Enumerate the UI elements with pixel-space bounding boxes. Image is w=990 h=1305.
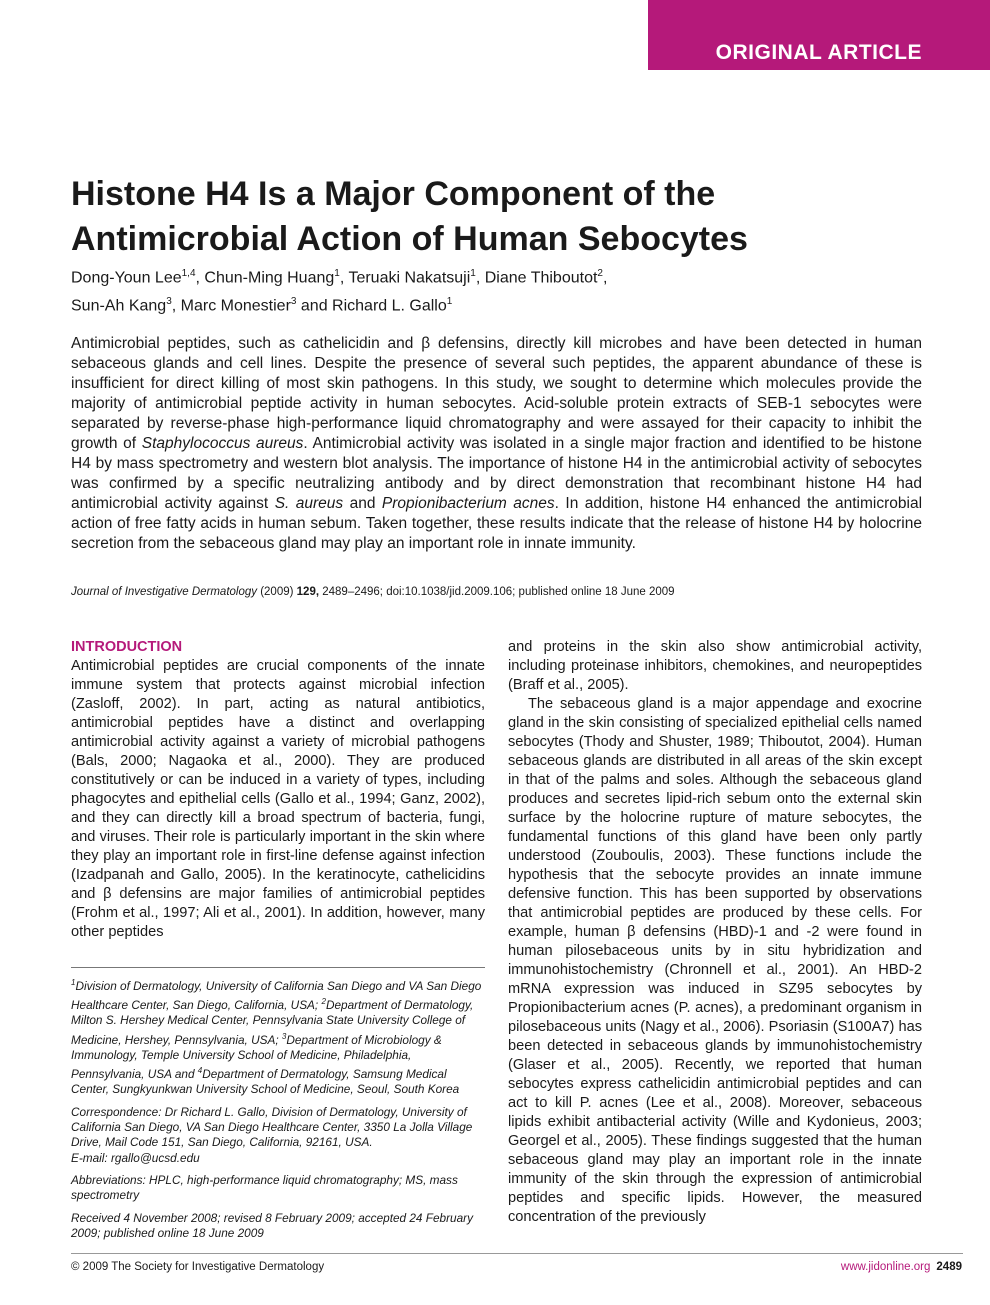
- author-separator: ,: [602, 269, 608, 287]
- author-name: , Marc Monestier: [171, 297, 291, 315]
- article-type-label: ORIGINAL ARTICLE: [715, 41, 922, 64]
- article-type-banner: [648, 0, 990, 70]
- journal-citation: Journal of Investigative Dermatology (2009) 129, 2489–2496; doi:10.1038/jid.2009.106; published online 18 June 2009: [71, 586, 675, 598]
- affiliation-marker: 1: [470, 268, 476, 279]
- correspondence-footnote: Correspondence: Dr Richard L. Gallo, Division of Dermatology, University of California San Diego, VA San Diego Healthcare Center, 3350 La Jolla Village Drive, Mail Code 151, San Diego, California, 92161, USA. E-mail: rgallo@ucsd.edu: [71, 1104, 473, 1165]
- right-column: [508, 638, 922, 1227]
- email-link[interactable]: E-mail: rgallo@ucsd.edu: [71, 1150, 200, 1165]
- author-list: [71, 262, 931, 319]
- dates-footnote: Received 4 November 2008; revised 8 February 2009; accepted 24 February 2009; published online 18 June 2009: [71, 1210, 473, 1240]
- section-heading-introduction: INTRODUCTION: [71, 639, 183, 655]
- page-number: 2489: [936, 1261, 962, 1273]
- species-name: S. aureus: [274, 495, 344, 512]
- journal-name: Journal of Investigative Dermatology: [71, 586, 258, 598]
- author-line-2: [71, 290, 931, 318]
- abbreviations-footnote: Abbreviations: HPLC, high-performance liquid chromatography; MS, mass spectrometry: [71, 1172, 458, 1203]
- footer-divider: [71, 1253, 963, 1254]
- affiliation-marker: 3: [290, 296, 297, 308]
- author-name: , Teruaki Nakatsuji: [339, 269, 471, 287]
- journal-url-link[interactable]: www.jidonline.org: [840, 1261, 931, 1273]
- author-name: , Diane Thiboutot: [475, 269, 598, 287]
- author-name: Sun-Ah Kang: [71, 297, 167, 315]
- volume-number: 129,: [296, 586, 320, 598]
- affiliation-marker: 1: [446, 296, 453, 308]
- affiliation-marker: 3: [166, 296, 172, 308]
- footnote-divider: [71, 967, 485, 968]
- article-title: Histone H4 Is a Major Component of the Antimicrobial Action of Human Sebocytes: [71, 175, 748, 258]
- abstract: Antimicrobial peptides, such as cathelicidin and β defensins, directly kill microbes and have been detected in human sebaceous glands and cell lines. Despite the presence of several such peptides, the apparent abundance of these is insufficient for direct killing of most skin pathogens. In this study, we sought to determine which molecules provide the majority of antimicrobial peptide activity in human sebocytes. Acid-soluble protein extracts of SEB-1 sebocytes were separated by reverse-phase high-performance liquid chromatography and were assayed for their capacity to inhibit the growth of Staphylococcus aureus. Antimicrobial activity was isolated in a single major fraction and identified to be histone H4 by mass spectrometry and western blot analysis. The importance of histone H4 in the antimicrobial activity of sebocytes was confirmed by a specific neutralizing antibody and by direct demonstration that recombinant histone H4 had antimicrobial activity against S. aureus and Propionibacterium acnes. In addition, histone H4 enhanced the antimicrobial action of free fatty acids in human sebum. Taken together, these results indicate that the release of histone H4 by holocrine secretion from the sebaceous gland may play an important role in innate immunity.: [71, 335, 923, 552]
- copyright-notice: © 2009 The Society for Investigative Dermatology: [71, 1261, 325, 1273]
- affiliation-marker: 1: [334, 268, 340, 279]
- intro-paragraph-continued: and proteins in the skin also show antimicrobial activity, including proteinase inhibitors, chemokines, and neuropeptides (Braff et al., 2005).: [508, 639, 922, 693]
- author-line-1: [71, 262, 931, 290]
- author-name: Dong-Youn Lee: [71, 269, 182, 287]
- affiliation-marker: 1,4: [181, 268, 196, 279]
- author-name: , Chun-Ming Huang: [195, 269, 335, 287]
- author-name: and Richard L. Gallo: [296, 297, 447, 315]
- species-name: Staphylococcus aureus: [141, 435, 304, 452]
- intro-paragraph-1: Antimicrobial peptides are crucial components of the innate immune system that protects against microbial infection (Zasloff, 2002). In part, acting as natural antibiotics, antimicrobial peptides have a distinct and overlapping antimicrobial activity against a variety of microbial pathogens (Bals, 2000; Nagaoka et al., 2000). They are produced constitutively or can be induced in a variety of types, including phagocytes and epithelial cells (Gallo et al., 1994; Ganz, 2002), and they can directly kill a broad spectrum of bacteria, fungi, and viruses. Their role is particularly important in the skin where they play an important role in first-line defense against infection (Izadpanah and Gallo, 2005). In the keratinocyte, cathelicidins and β defensins are major families of antimicrobial peptides (Frohm et al., 1997; Ali et al., 2001). In addition, however, many other peptides: [71, 658, 485, 940]
- intro-paragraph-2: The sebaceous gland is a major appendage and exocrine gland in the skin consisting of specialized epithelial cells named sebocytes (Thody and Shuster, 1989; Thiboutot, 2004). Human sebaceous glands are distributed in all areas of the skin except in that of the palms and soles. Although the sebaceous gland produces and secretes lipid-rich sebum onto the external skin surface by the holocrine rupture of mature sebocytes, the fundamental functions of this gland have been only partly understood (Zouboulis, 2003). These functions include the hypothesis that the sebocyte provides an innate immune defensive function. This has been supported by observations that antimicrobial peptides are produced by these cells. For example, human β defensins (HBD)-1 and -2 were found in human pilosebaceous units by in situ hybridization and immunohistochemistry (Chronnell et al., 2001). An HBD-2 mRNA expression was induced in SZ95 sebocytes by Propionibacterium acnes (P. acnes), a predominant organism in pilosebaceous units (Nagy et al., 2006). Psoriasin (S100A7) has been detected in sebaceous glands by immunohistochemistry (Glaser et al., 2005). Recently, we reported that human sebocytes express cathelicidin antimicrobial peptides and can act to kill P. acnes (Lee et al., 2008). Moreover, sebaceous lipids exhibit antibacterial activity (Wille and Kydonieus, 2003; Georgel et al., 2005). These findings suggested that the human sebaceous gland may play an important role in the innate immunity of the skin through the expression of antimicrobial peptides and specific lipids. However, the measured concentration of the previously: [508, 696, 922, 1225]
- footer-right: [841, 1261, 962, 1273]
- affiliations-footnote: $^1$Division of Dermatology, University of California San Diego and VA San Diego Healthcare Center, San Diego, California, USA; $^2$Department of Dermatology, Milton S. Hershey Medical Center, Pennsylvania State University College of Medicine, Hershey, Pennsylvania, USA; $^3$Department of Microbiology & Immunology, Temple University School of Medicine, Philadelphia, Pennsylvania, USA and $^4$Department of Dermatology, Samsung Medical Center, Sungkyunkwan University School of Medicine, Seoul, South Korea: [71, 978, 482, 1097]
- footnotes: [71, 975, 485, 1248]
- left-column: [71, 638, 485, 942]
- species-name: Propionibacterium acnes: [381, 495, 555, 512]
- affiliation-marker: 2: [597, 268, 603, 279]
